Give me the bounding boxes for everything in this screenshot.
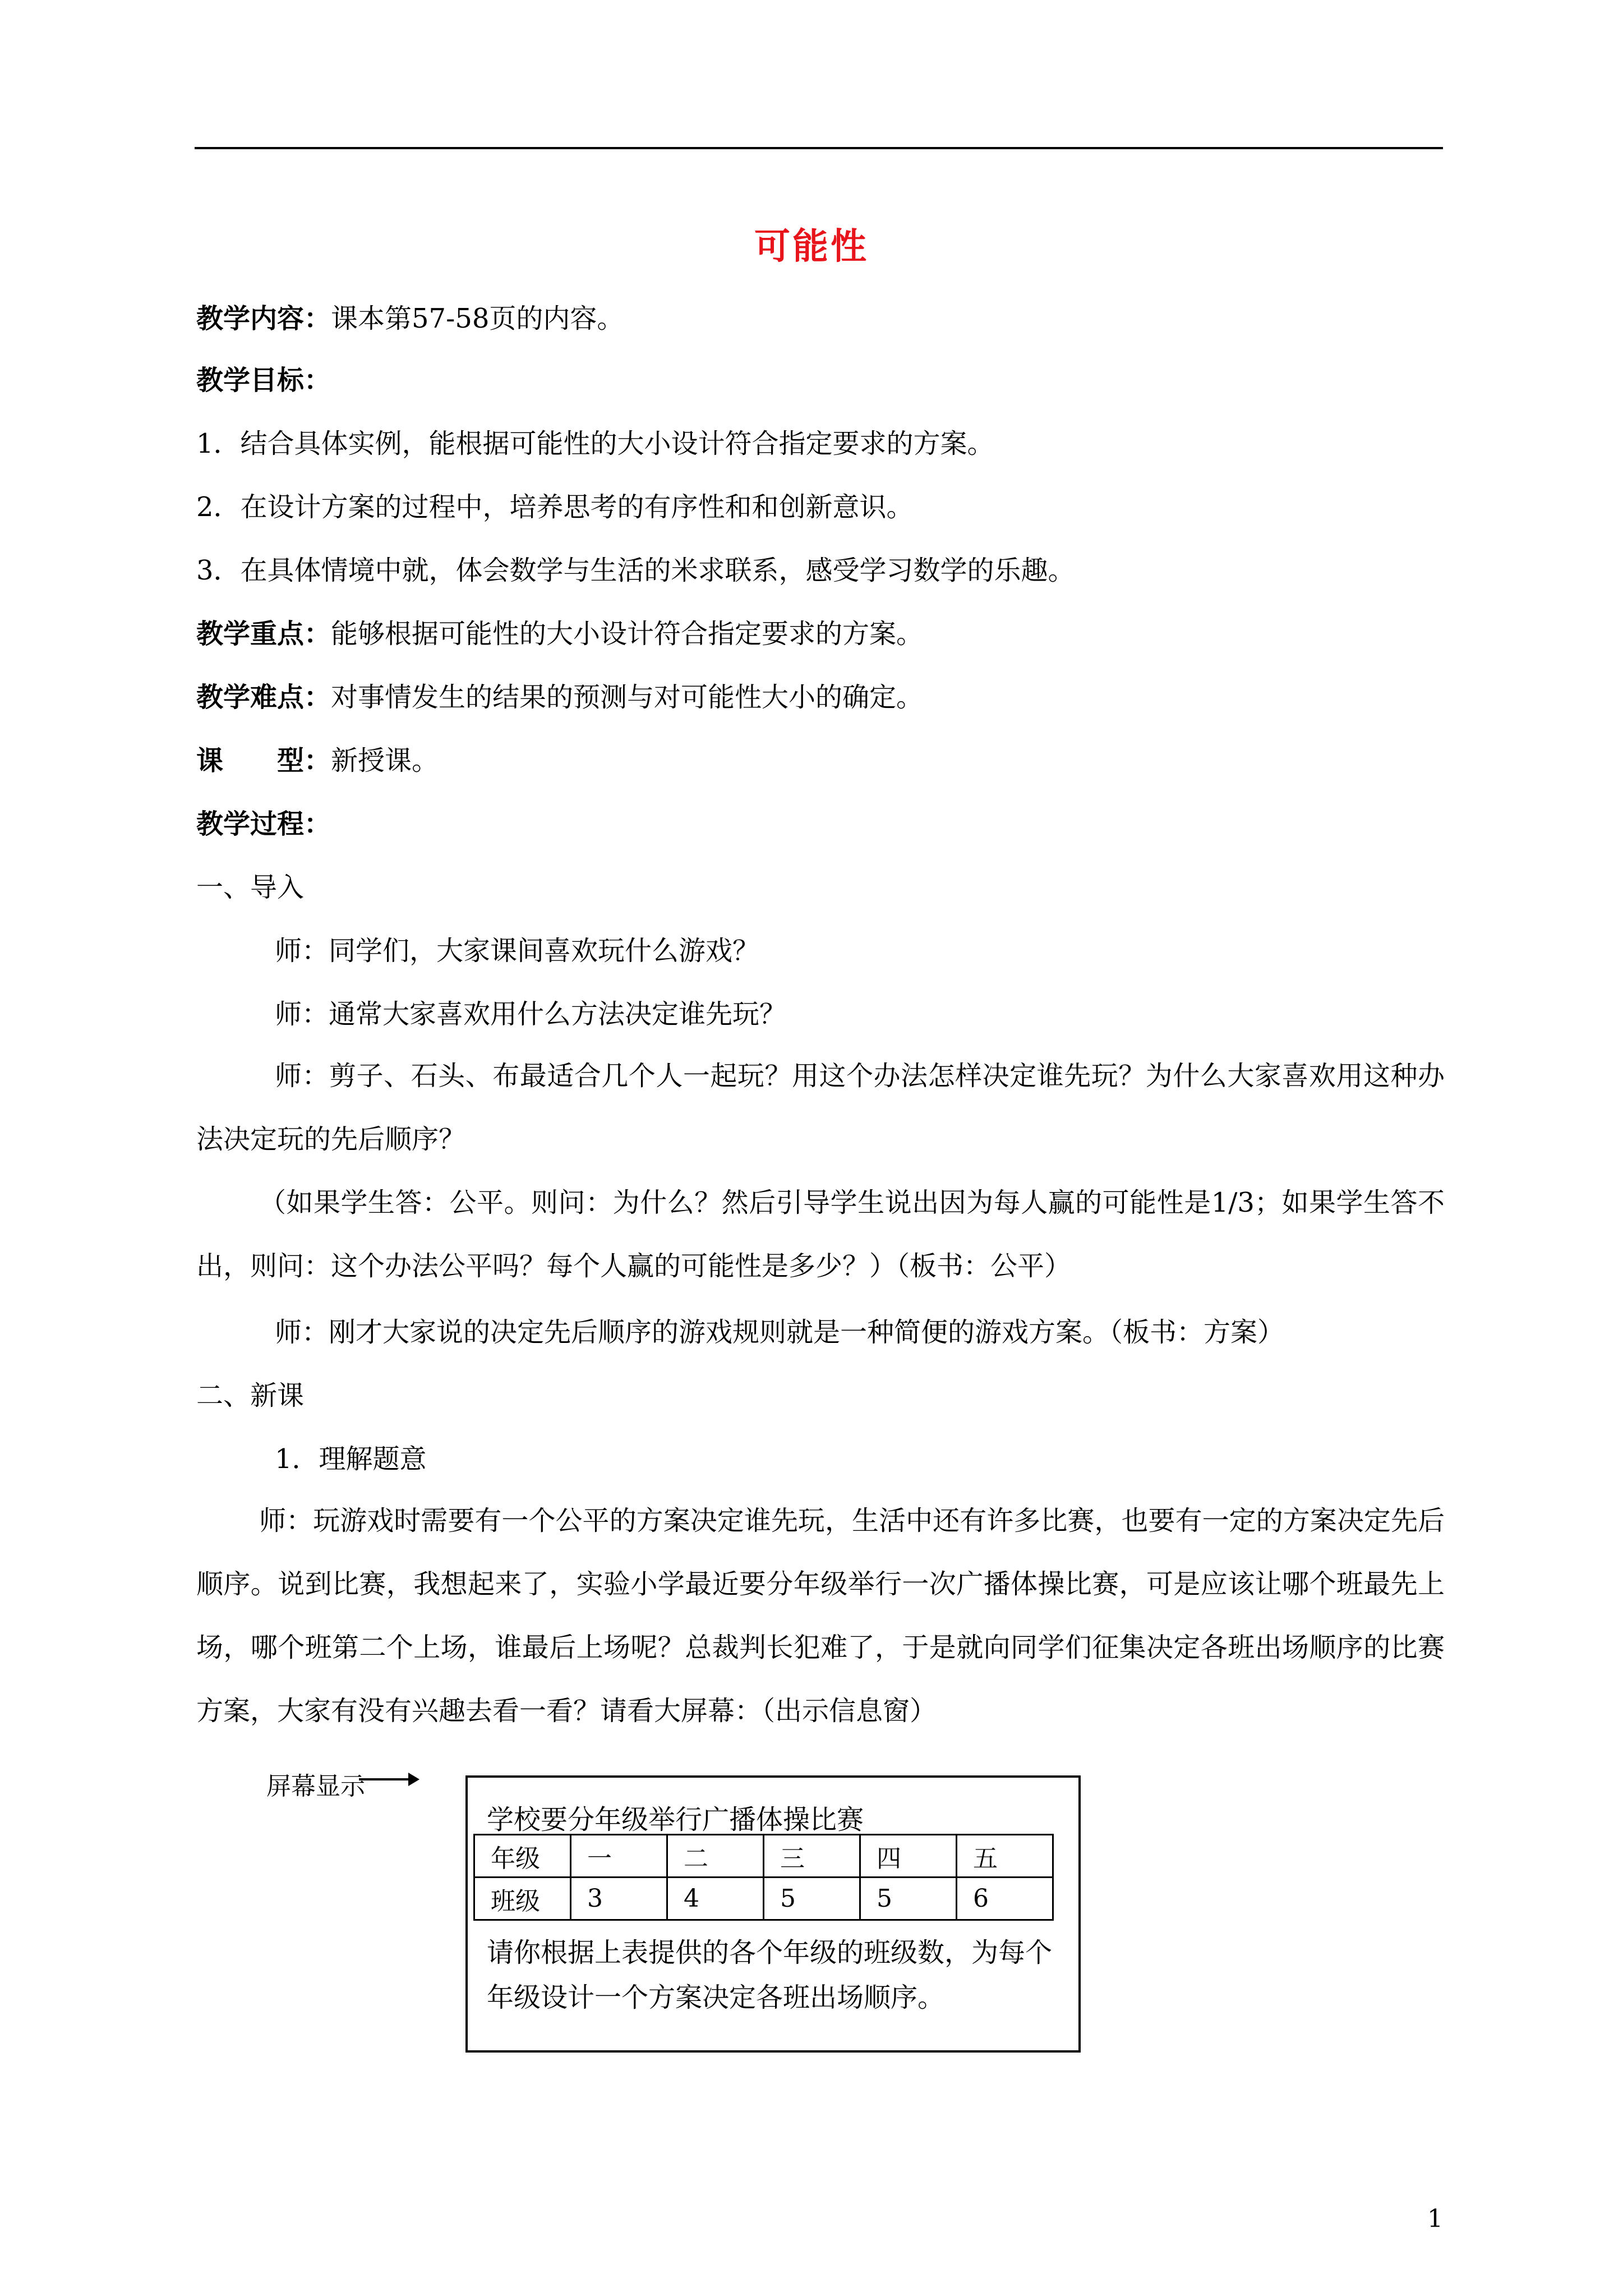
paragraph-6: 师：玩游戏时需要有一个公平的方案决定谁先玩，生活中还有许多比赛，也要有一定的方案决定先后顺序。说到比赛，我想起来了，实验小学最近要分年级举行一次广播体操比赛，可是应该让哪个班最先上场，哪个班第二个上场，谁最后上场呢？总裁判长犯难了，于是就向同学们征集决定各班出场顺序的比赛方案，大家有没有兴趣去看一看？请看大屏幕：（出示信息窗） bbox=[196, 1505, 1445, 1727]
paragraph-5: 师：刚才大家说的决定先后顺序的游戏规则就是一种简便的游戏方案。（板书：方案） bbox=[275, 1317, 1285, 1348]
difficulty bbox=[196, 680, 923, 714]
table-cell: 6 bbox=[957, 1878, 1053, 1920]
subsection-understand: 1．理解题意 bbox=[275, 1443, 427, 1475]
table-cell: 一 bbox=[571, 1835, 667, 1878]
paragraph-1: 师：同学们，大家课间喜欢玩什么游戏？ bbox=[275, 935, 760, 967]
teaching-content-label: 教学内容： bbox=[196, 303, 331, 334]
key-point-text: 能够根据可能性的大小设计符合指定要求的方案。 bbox=[331, 618, 924, 650]
lesson-type-label: 课 型： bbox=[196, 745, 331, 776]
goal-item-2: 2．在设计方案的过程中，培养思考的有序性和和创新意识。 bbox=[196, 491, 914, 523]
teaching-content bbox=[196, 302, 624, 335]
table-cell: 年级 bbox=[474, 1835, 571, 1878]
key-point bbox=[196, 617, 923, 651]
table-cell: 班级 bbox=[474, 1878, 571, 1920]
table-cell: 三 bbox=[764, 1835, 860, 1878]
grade-class-table bbox=[473, 1834, 1054, 1921]
table-cell: 5 bbox=[860, 1878, 957, 1920]
process-label: 教学过程： bbox=[196, 808, 331, 840]
screen-label: 屏幕显示 bbox=[266, 1772, 365, 1801]
info-window-title: 学校要分年级举行广播体操比赛 bbox=[487, 1804, 864, 1835]
table-cell: 4 bbox=[667, 1878, 764, 1920]
goal-item-3: 3．在具体情境中就，体会数学与生活的米求联系，感受学习数学的乐趣。 bbox=[196, 555, 1075, 586]
arrow-right-icon bbox=[359, 1768, 421, 1791]
teaching-content-text: 课本第57-58页的内容。 bbox=[331, 303, 624, 334]
page-number: 1 bbox=[1427, 2205, 1443, 2233]
table-row bbox=[474, 1835, 1053, 1878]
lesson-type bbox=[196, 744, 439, 777]
table-cell: 二 bbox=[667, 1835, 764, 1878]
info-window-instruction: 请你根据上表提供的各个年级的班级数，为每个年级设计一个方案决定各班出场顺序。 bbox=[487, 1937, 1053, 2013]
section-new-lesson: 二、新课 bbox=[196, 1380, 305, 1411]
table-cell: 3 bbox=[571, 1878, 667, 1920]
teaching-goals-heading bbox=[196, 364, 331, 397]
lesson-type-text: 新授课。 bbox=[331, 745, 439, 776]
header-rule bbox=[195, 147, 1443, 149]
difficulty-text: 对事情发生的结果的预测与对可能性大小的确定。 bbox=[331, 682, 924, 713]
difficulty-label: 教学难点： bbox=[196, 682, 331, 713]
paragraph-2: 师：通常大家喜欢用什么方法决定谁先玩？ bbox=[275, 999, 787, 1030]
process-heading bbox=[196, 807, 331, 841]
goal-item-1: 1．结合具体实例，能根据可能性的大小设计符合指定要求的方案。 bbox=[196, 428, 994, 459]
table-cell: 5 bbox=[764, 1878, 860, 1920]
info-window bbox=[465, 1775, 1081, 2053]
teaching-goals-label: 教学目标： bbox=[196, 365, 331, 396]
section-intro: 一、导入 bbox=[196, 872, 305, 903]
table-cell: 五 bbox=[957, 1835, 1053, 1878]
table-row bbox=[474, 1878, 1053, 1920]
paragraph-4: （如果学生答：公平。则问：为什么？然后引导学生说出因为每人赢的可能性是1/3；如果学生答不出，则问：这个办法公平吗？每个人赢的可能性是多少？）（板书：公平） bbox=[196, 1187, 1445, 1282]
key-point-label: 教学重点： bbox=[196, 618, 331, 650]
table-cell: 四 bbox=[860, 1835, 957, 1878]
paragraph-3: 师：剪子、石头、布最适合几个人一起玩？用这个办法怎样决定谁先玩？为什么大家喜欢用这种办法决定玩的先后顺序？ bbox=[196, 1060, 1445, 1155]
page-title: 可能性 bbox=[754, 226, 869, 268]
